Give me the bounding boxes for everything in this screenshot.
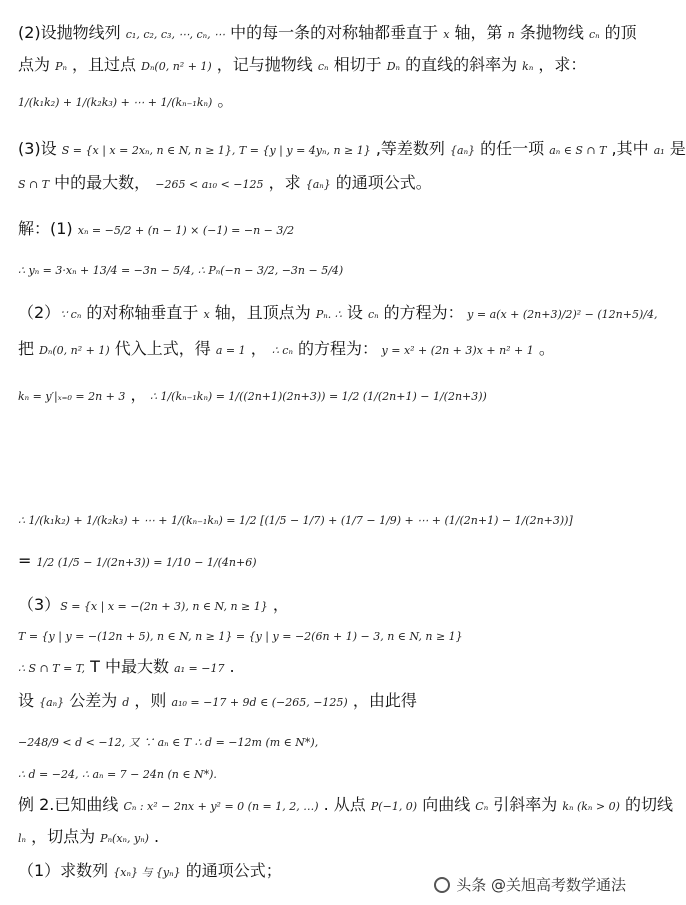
text-line-l7 [18, 258, 630, 282]
text-run: ，记与抛物线 [211, 55, 318, 74]
text-run: ，由此得 [347, 691, 417, 710]
text-run: ，切点为 [25, 827, 101, 846]
text-run: 设 [341, 303, 368, 322]
math-formula: ∴ d = −24, ∴ aₙ = 7 − 24n (n ∈ N*). [18, 768, 217, 781]
math-formula: {aₙ} [305, 178, 331, 191]
text-run: 轴，第 [449, 23, 508, 42]
text-run: （2） [18, 303, 61, 322]
text-run: 设 [18, 691, 40, 710]
text-line-l4 [18, 138, 686, 162]
text-run: 的任一项 [475, 139, 550, 158]
text-line-l14 [18, 624, 630, 648]
math-formula: lₙ [18, 832, 26, 845]
text-run: . [224, 657, 235, 676]
math-formula: Dₙ(0, n² + 1) [39, 344, 110, 357]
text-line-l9 [18, 338, 630, 362]
text-line-l5 [18, 172, 630, 196]
text-run: 轴，且顶点为 [209, 303, 316, 322]
text-line-l12 [18, 550, 630, 574]
text-line-l8 [18, 302, 658, 326]
math-formula: 1/2 (1/5 − 1/(2n+3)) = 1/10 − 1/(4n+6) [36, 556, 257, 569]
math-formula: a₁₀ = −17 + 9d ∈ (−265, −125) [171, 696, 348, 709]
text-run: （3） [18, 595, 61, 614]
text-run: . [148, 827, 160, 846]
text-run: ,其中 [606, 139, 654, 158]
text-run: 中的最大数， [49, 173, 156, 192]
text-run: ，且过点 [66, 55, 142, 74]
math-formula: ∴ 1/(k₁k₂) + 1/(k₂k₃) + ⋯ + 1/(kₙ₋₁kₙ) = 1/2 [(1/5 − 1/7) + (1/7 − 1/9) + ⋯ + (1/(2n+1) − 1/(2n+3))] [18, 514, 573, 527]
text-run: 把 [18, 339, 40, 358]
math-formula: −248/9 < d < −12, 又 ∵ aₙ ∈ T ∴ d = −12m (m ∈ N*), [18, 736, 319, 749]
text-line-l2 [18, 54, 630, 78]
math-formula: d [122, 696, 130, 709]
text-run: 的直线的斜率为 [399, 55, 523, 74]
text-run: 的切线 [619, 795, 673, 814]
math-formula: a₁ [653, 144, 665, 157]
math-formula: a = 1 [215, 344, 246, 357]
math-formula: n [507, 28, 515, 41]
math-formula: kₙ (kₙ > 0) [562, 800, 620, 813]
text-run: 。 [212, 91, 234, 110]
text-run: ， [245, 339, 272, 358]
math-formula: a₁ = −17 [174, 662, 225, 675]
math-formula: Dₙ(0, n² + 1) [141, 60, 212, 73]
text-line-l10 [18, 384, 630, 408]
math-formula: ∴ cₙ [271, 344, 293, 357]
math-formula: Cₙ : x² − 2nx + y² = 0 (n = 1, 2, …) [123, 800, 319, 813]
math-formula: Cₙ [475, 800, 489, 813]
text-run: 引斜率为 [488, 795, 563, 814]
text-line-l15 [18, 656, 630, 680]
math-formula: ∴ S ∩ T = T, [18, 662, 86, 675]
text-run: 的方程为： [292, 339, 379, 358]
text-run: 点为 [18, 55, 56, 74]
text-line-l19 [18, 794, 673, 818]
text-line-l17 [18, 730, 630, 754]
text-line-l20 [18, 826, 630, 850]
math-formula: S = {x | x = 2xₙ, n ∈ N, n ≥ 1}, T = {y | y = 4yₙ, n ≥ 1} [61, 144, 371, 157]
math-formula: x [443, 28, 450, 41]
math-formula: {aₙ} [39, 696, 65, 709]
text-run: 的顶 [599, 23, 637, 42]
math-formula: 1/(k₁k₂) + 1/(k₂k₃) + ⋯ + 1/(kₙ₋₁kₙ) [18, 96, 213, 109]
text-run: (3)设 [18, 139, 62, 158]
math-formula: S ∩ T [18, 178, 50, 191]
math-formula: −265 < a₁₀ < −125 [155, 178, 264, 191]
math-formula: {aₙ} [450, 144, 476, 157]
text-run: （1）求数列 [18, 861, 114, 880]
watermark [434, 874, 626, 895]
text-run: 的对称轴垂直于 [81, 303, 204, 322]
text-run: ， [125, 385, 147, 404]
math-formula: aₙ ∈ S ∩ T [549, 144, 607, 157]
math-formula: c₁, c₂, c₃, ⋯, cₙ, ⋯ [125, 28, 226, 41]
math-formula: cₙ [317, 60, 329, 73]
text-run: 向曲线 [417, 795, 476, 814]
watermark-text: 头条 @关旭高考数学通法 [456, 876, 626, 894]
text-run: 的通项公式； [180, 861, 282, 880]
text-run: 是 [664, 139, 686, 158]
text-run: ,等差数列 [370, 139, 451, 158]
math-formula: ∴ yₙ = 3·xₙ + 13/4 = −3n − 5/4, ∴ Pₙ(−n − 3/2, −3n − 5/4) [18, 264, 344, 277]
math-formula: xₙ = −5/2 + (n − 1) × (−1) = −n − 3/2 [77, 224, 295, 237]
math-formula: y = a(x + (2n+3)/2)² − (12n+5)/4, [463, 308, 658, 321]
text-line-l13 [18, 594, 630, 618]
text-run: 。 [533, 339, 555, 358]
text-run: ， [267, 595, 289, 614]
text-run: 代入上式，得 [109, 339, 216, 358]
text-line-l18 [18, 762, 630, 786]
math-formula: T = {y | y = −(12n + 5), n ∈ N, n ≥ 1} = {y | y = −2(6n + 1) − 3, n ∈ N, n ≥ 1} [18, 630, 463, 643]
math-formula: Pₙ(xₙ, yₙ) [100, 832, 149, 845]
text-line-l3 [18, 90, 630, 114]
math-formula: ∵ cₙ [60, 308, 82, 321]
math-formula: x [203, 308, 210, 321]
text-run: 条抛物线 [514, 23, 589, 42]
math-formula: y = x² + (2n + 3)x + n² + 1 [378, 344, 534, 357]
math-formula: ∴ 1/(kₙ₋₁kₙ) = 1/((2n+1)(2n+3)) = 1/2 (1/(2n+1) − 1/(2n+3)) [146, 390, 487, 403]
math-formula: Pₙ. ∴ [315, 308, 342, 321]
text-run: 解：(1) [18, 219, 78, 238]
text-run: = [18, 551, 37, 570]
math-formula: kₙ [522, 60, 534, 73]
text-run: 相切于 [328, 55, 387, 74]
math-formula: {xₙ} 与 {yₙ} [113, 866, 181, 879]
math-formula: cₙ [367, 308, 379, 321]
text-line-l1 [18, 22, 637, 46]
math-formula: Dₙ [386, 60, 400, 73]
math-formula: kₙ = y′|ₓ₌₀ = 2n + 3 [18, 390, 126, 403]
text-run: 的通项公式。 [330, 173, 432, 192]
text-run: (2)设抛物线列 [18, 23, 126, 42]
math-formula: Pₙ [55, 60, 67, 73]
text-line-l16 [18, 690, 630, 714]
text-run: . 从点 [318, 795, 371, 814]
text-run: T 中最大数 [85, 657, 175, 676]
text-run: 例 2.已知曲线 [18, 795, 124, 814]
math-formula: P(−1, 0) [370, 800, 418, 813]
text-line-l11 [18, 508, 630, 532]
text-run: 的方程为： [378, 303, 464, 322]
text-run: ，则 [129, 691, 172, 710]
text-run: 公差为 [64, 691, 123, 710]
math-formula: cₙ [588, 28, 600, 41]
text-run: ，求 [263, 173, 306, 192]
text-run: 中的每一条的对称轴都垂直于 [225, 23, 444, 42]
camera-icon [434, 877, 450, 893]
text-line-l6 [18, 218, 630, 242]
text-run: ，求： [533, 55, 587, 74]
math-formula: S = {x | x = −(2n + 3), n ∈ N, n ≥ 1} [60, 600, 268, 613]
